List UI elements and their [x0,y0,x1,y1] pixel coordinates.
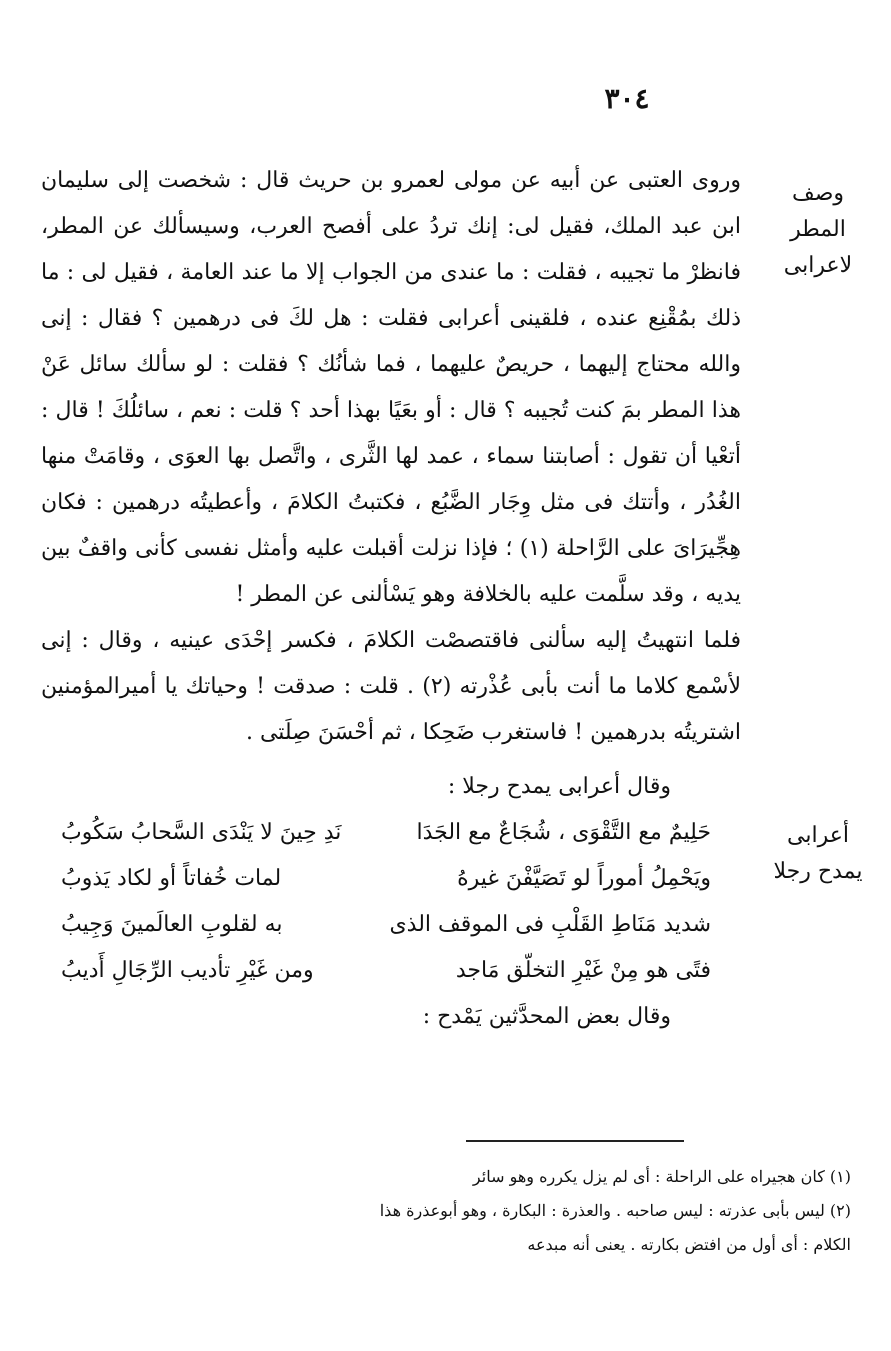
rain-section [41,158,741,756]
verse-first-hemistich: حَلِيمٌ مع التَّقْوَى ، شُجَاعٌ مع الجَدَا [416,820,711,845]
footnote-2: (٢) ليس بأبى عذرته : ليس صاحبه . والعذرة : البكارة ، وهو أبوعذرة هذا [379,1201,851,1220]
margin-note-rain: وصف المطر لاعرابى [783,181,853,278]
verse-first-hemistich: ويَحْمِلُ أموراً لو تَصَيَّفْنَ غيرهُ [457,866,711,891]
paragraph-1: وروى العتبى عن أبيه عن مولى لعمرو بن حريث قال : شخصت إلى سليمان ابن عبد الملك، فقيل لى: إنك تردُ على أفصح العرب، وسيسألك عن المطر، فانظرْ ما تجيبه ، فقلت : ما عندى من الجواب إلا ما عند العامة ، فقيل لى : ما ذلك بمُقْنِع عنده ، فلقينى أعرابى فقلت : هل لكَ فى درهمين ؟ فقال : إنى والله محتاج إليهما ، حريصٌ عليهما ، فما شأنُك ؟ فقلت : لو سألك سائل عَنْ هذا المطر بمَ كنت تُجيبه ؟ قال : أو بعَيًا بهذا أحد ؟ قلت : نعم ، سائلُكَ ! قال : أتعْيا أن تقول : أصابتنا سماء ، عمد لها الثَّرى ، واتَّصل بها العوَى ، وقامَتْ منها الغُدُر ، وأتتك فى مثل وِجَار الضَّبُع ، فكتبتُ الكلامَ ، وأعطيتُه درهمين : فكان هِجِّيرَاىَ على الرَّاحلة (١) ؛ فإذا نزلت أقبلت عليه وأمثل نفسى كأنى واقفٌ بين يديه ، وقد سلَّمت عليه بالخلافة وهو يَسْألنى عن المطر ! [41,168,741,607]
poem-verse [41,948,741,994]
poem-intro: وقال أعرابى يمدح رجلا : [447,774,671,799]
margin-note-praise: أعرابى يمدح رجلا [773,823,863,884]
poem-verse [41,856,741,902]
verse-second-hemistich: به لقلوبِ العالَمينَ وَجِيبُ [61,912,283,937]
page-number: ٣٠٤ [604,82,650,115]
verse-first-hemistich: فتًى هو مِنْ غَيْرِ التخلّق مَاجد [455,958,711,983]
footnote-divider [466,1140,684,1142]
poem [41,810,741,994]
verse-first-hemistich: شديد مَنَاطِ القَلْبِ فى الموقف الذى [389,912,711,937]
verse-second-hemistich: ومن غَيْرِ تأديب الرِّجَالِ أَديبُ [61,958,314,983]
poem-verse [41,902,741,948]
verse-second-hemistich: نَدِ حِينَ لا يَنْدَى السَّحابُ سَكُوبُ [61,820,342,845]
paragraph-2: فلما انتهيتُ إليه سألنى فاقتصصْت الكلامَ ، فكسر إحْدَى عينيه ، وقال : إنى لأسْمع كلاما ما أنت بأبى عُذْرته (٢) . قلت : صدقت ! وحياتك يا أميرالمؤمنين اشتريتُه بدرهمين ! فاستغرب ضَحِكا ، ثم أحْسَنَ صِلَتى . [41,628,741,745]
footnotes [31,1160,851,1262]
footnote-2-continued: الكلام : أى أول من افتض بكارته . يعنى أنه مبدعه [527,1235,851,1254]
footnote-1: (١) كان هجيراه على الراحلة : أى لم يزل يكرره وهو سائر [472,1167,851,1186]
poem-closing: وقال بعض المحدَّثين يَمْدح : [422,1004,671,1029]
main-text [41,158,741,1040]
verse-second-hemistich: لمات خُفاتاً أو لكاد يَذوبُ [61,866,282,891]
poem-verse [41,810,741,856]
